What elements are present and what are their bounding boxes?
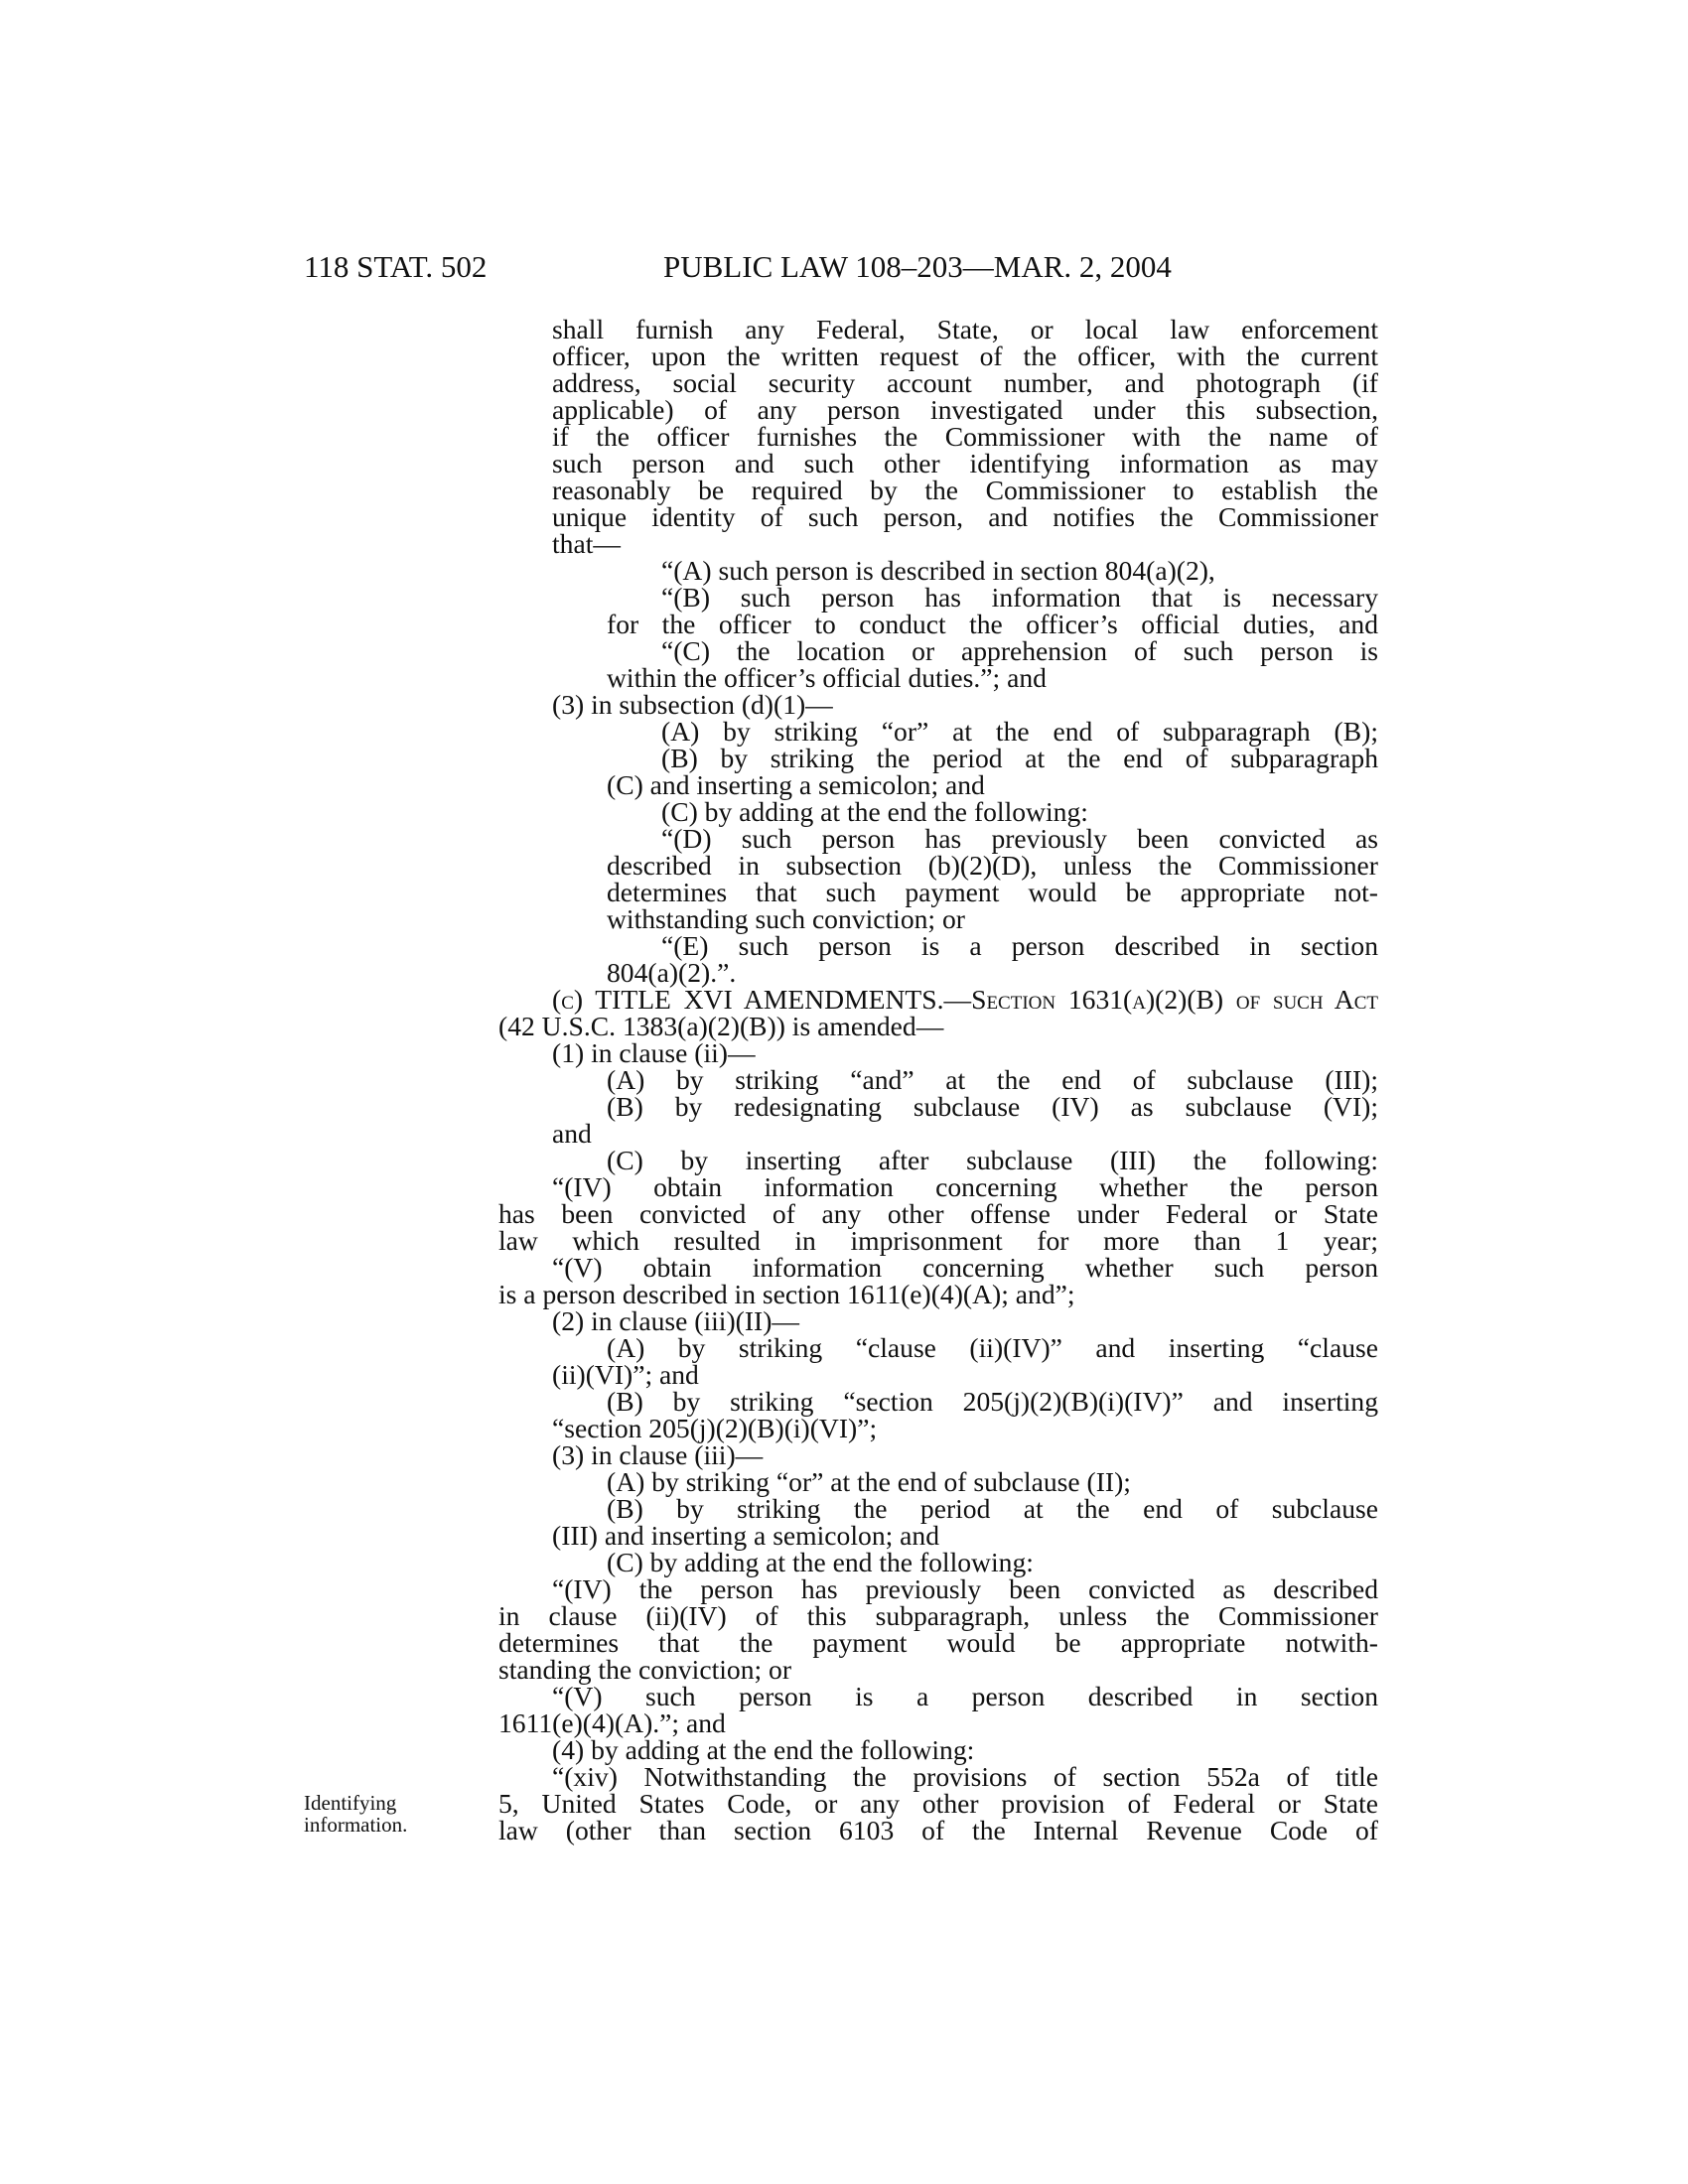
text-line: “(V) such person is a person described in section <box>552 1681 1378 1711</box>
text-line: law (other than section 6103 of the Internal Revenue Code of <box>498 1815 1378 1845</box>
text-line: “section 205(j)(2)(B)(i)(VI)”; <box>552 1413 878 1443</box>
text-line: (1) in clause (ii)— <box>552 1037 756 1068</box>
text-line: (B) by redesignating subclause (IV) as subclause (VI); <box>607 1091 1378 1122</box>
text-line: (B) by striking the period at the end of subparagraph <box>661 743 1378 773</box>
text-line: (2) in clause (iii)(II)— <box>552 1305 800 1336</box>
text-line: address, social security account number, and photograph (if <box>552 367 1378 398</box>
text-line: “(B) such person has information that is necessary <box>661 582 1378 613</box>
text-line: (3) in clause (iii)— <box>552 1439 764 1470</box>
margin-note-line: information. <box>304 1813 408 1837</box>
text-line: law which resulted in imprisonment for more than 1 year; <box>498 1225 1378 1256</box>
text-line: and <box>552 1118 592 1149</box>
text-line: (c) TITLE XVI AMENDMENTS.—Section 1631(a)(2)(B) of such Act <box>552 984 1378 1015</box>
text-line: officer, upon the written request of the officer, with the current <box>552 341 1378 371</box>
text-line: (A) by striking “or” at the end of subclause (II); <box>607 1466 1131 1497</box>
running-header-title: PUBLIC LAW 108–203—MAR. 2, 2004 <box>663 249 1172 284</box>
stat-page-number: 118 STAT. 502 <box>304 249 488 284</box>
text-line: (ii)(VI)”; and <box>552 1359 699 1390</box>
text-line: determines that such payment would be appropriate not- <box>607 877 1378 907</box>
text-line: within the officer’s official duties.”; and <box>607 662 1047 693</box>
text-line: reasonably be required by the Commissioner to establish the <box>552 475 1378 505</box>
text-line: determines that the payment would be appropriate notwith- <box>498 1627 1378 1658</box>
text-line: “(A) such person is described in section 804(a)(2), <box>661 555 1215 586</box>
text-line: shall furnish any Federal, State, or local law enforcement <box>552 314 1378 344</box>
text-line: in clause (ii)(IV) of this subparagraph, unless the Commissioner <box>498 1600 1378 1631</box>
text-line: standing the conviction; or <box>498 1654 792 1685</box>
text-line: (B) by striking the period at the end of subclause <box>607 1493 1378 1524</box>
text-line: that— <box>552 528 621 559</box>
text-line: 1611(e)(4)(A).”; and <box>498 1707 726 1738</box>
text-line: if the officer furnishes the Commissioner with the name of <box>552 421 1378 452</box>
text-line: (A) by striking “and” at the end of subclause (III); <box>607 1064 1378 1095</box>
text-line: such person and such other identifying information as may <box>552 448 1378 478</box>
text-line: (3) in subsection (d)(1)— <box>552 689 833 720</box>
margin-note-line: Identifying <box>304 1791 397 1815</box>
text-line: (A) by striking “or” at the end of subparagraph (B); <box>661 716 1378 747</box>
text-line: 5, United States Code, or any other provision of Federal or State <box>498 1788 1378 1819</box>
text-line: has been convicted of any other offense under Federal or State <box>498 1198 1378 1229</box>
text-line: “(IV) obtain information concerning whether the person <box>552 1171 1378 1202</box>
text-line: “(IV) the person has previously been convicted as described <box>552 1573 1378 1604</box>
text-line: is a person described in section 1611(e)(4)(A); and”; <box>498 1279 1075 1309</box>
text-line: (C) by adding at the end the following: <box>607 1547 1034 1577</box>
text-line: “(E) such person is a person described in section <box>661 930 1378 961</box>
text-line: “(C) the location or apprehension of such person is <box>661 635 1378 666</box>
text-line: 804(a)(2).”. <box>607 957 737 988</box>
text-line: “(xiv) Notwithstanding the provisions of section 552a of title <box>552 1761 1378 1792</box>
text-line: described in subsection (b)(2)(D), unless the Commissioner <box>607 850 1378 881</box>
text-line: (B) by striking “section 205(j)(2)(B)(i)(IV)” and inserting <box>607 1386 1378 1417</box>
text-line: (C) by adding at the end the following: <box>661 796 1088 827</box>
text-line: for the officer to conduct the officer’s official duties, and <box>607 609 1378 639</box>
margin-note <box>304 1792 407 1836</box>
text-line: (C) and inserting a semicolon; and <box>607 769 985 800</box>
text-line: (A) by striking “clause (ii)(IV)” and inserting “clause <box>607 1332 1378 1363</box>
text-line: “(D) such person has previously been convicted as <box>661 823 1378 854</box>
text-line: (III) and inserting a semicolon; and <box>552 1520 940 1551</box>
text-line: (42 U.S.C. 1383(a)(2)(B)) is amended— <box>498 1011 944 1041</box>
text-line: applicable) of any person investigated under this subsection, <box>552 394 1378 425</box>
text-line: (C) by inserting after subclause (III) the following: <box>607 1145 1378 1175</box>
text-line: unique identity of such person, and notifies the Commissioner <box>552 501 1378 532</box>
text-line: (4) by adding at the end the following: <box>552 1734 975 1765</box>
text-line: withstanding such conviction; or <box>607 903 965 934</box>
text-line: “(V) obtain information concerning whether such person <box>552 1252 1378 1283</box>
